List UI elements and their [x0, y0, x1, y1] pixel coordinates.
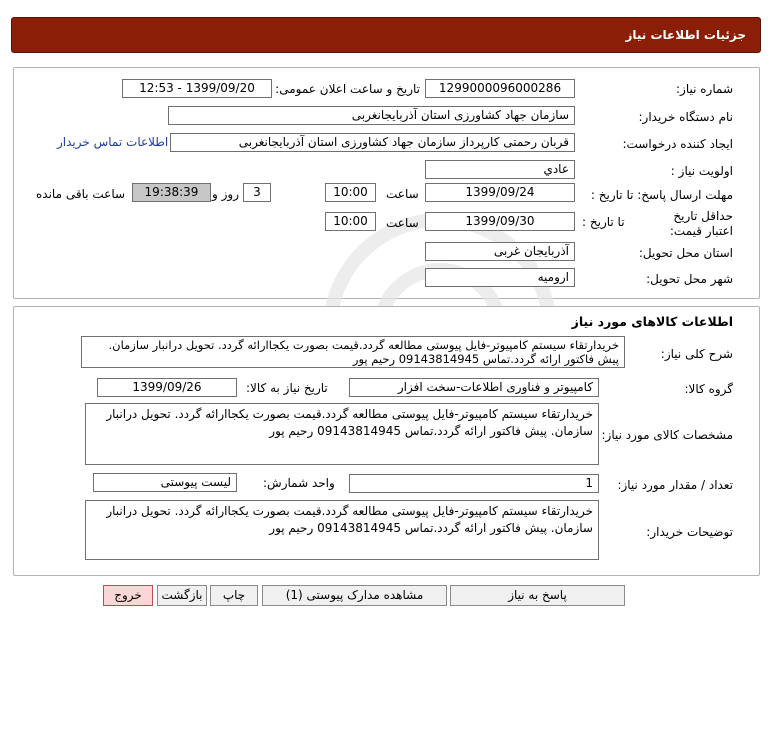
reply-to-need-button[interactable]: پاسخ به نیاز [450, 585, 625, 606]
announce-datetime-field: 1399/09/20 - 12:53 [122, 79, 272, 98]
reply-date-field: 1399/09/24 [425, 183, 575, 202]
reply-time-field: 10:00 [325, 183, 376, 202]
quantity-label: تعداد / مقدار مورد نیاز: [617, 478, 733, 492]
validity-date-field: 1399/09/30 [425, 212, 575, 231]
print-button[interactable]: چاپ [210, 585, 258, 606]
reply-time-label: ساعت [386, 187, 419, 201]
back-button[interactable]: بازگشت [157, 585, 207, 606]
announce-datetime-label: تاریخ و ساعت اعلان عمومی: [275, 82, 420, 96]
remaining-time-counter: 19:38:39 [132, 183, 211, 202]
exit-button[interactable]: خروج [103, 585, 153, 606]
goods-group-field: کامپیوتر و فناوری اطلاعات-سخت افزار [349, 378, 599, 397]
priority-field: عادي [425, 160, 575, 179]
need-date-field: 1399/09/26 [97, 378, 237, 397]
need-number-field: 1299000096000286 [425, 79, 575, 98]
requester-field: قربان رحمتی کارپرداز سازمان جهاد کشاورزی استان آذربایجانغربی [170, 133, 575, 152]
requester-label: ایجاد کننده درخواست: [622, 137, 733, 151]
page-title: جزئیات اطلاعات نیاز [625, 28, 746, 42]
city-label: شهر محل تحویل: [646, 272, 733, 286]
general-description-label: شرح کلی نیاز: [660, 347, 733, 361]
buyer-org-label: نام دستگاه خریدار: [638, 110, 733, 124]
province-label: استان محل تحویل: [638, 246, 733, 260]
specs-label: مشخصات کالای مورد نیاز: [601, 428, 733, 442]
price-validity-label: حداقل تاریخ اعتبار قیمت: [669, 209, 733, 238]
city-field: ارومیه [425, 268, 575, 287]
days-remaining-field: 3 [243, 183, 271, 202]
priority-label: اولویت نیاز : [670, 164, 733, 178]
reply-deadline-label: مهلت ارسال پاسخ: تا تاریخ : [590, 188, 733, 202]
quantity-field: 1 [349, 474, 599, 493]
page-header [11, 17, 761, 53]
buyer-contact-link[interactable]: اطلاعات تماس خریدار [57, 135, 169, 149]
buyer-notes-label: توضیحات خریدار: [646, 525, 733, 539]
goods-section-title: اطلاعات کالاهای مورد نیاز [571, 314, 733, 329]
unit-field: لیست پیوستی [93, 473, 237, 492]
validity-time-label: ساعت [386, 216, 419, 230]
validity-to-date-label: تا تاریخ : [582, 215, 625, 229]
days-label: روز و [212, 187, 239, 201]
view-attachments-button[interactable]: مشاهده مدارک پیوستی (1) [262, 585, 447, 606]
remaining-time-label: ساعت باقی مانده [36, 187, 126, 201]
buyer-org-field: سازمان جهاد کشاورزی استان آذربایجانغربی [168, 106, 575, 125]
validity-time-field: 10:00 [325, 212, 376, 231]
need-number-label: شماره نیاز: [676, 82, 733, 96]
goods-group-label: گروه کالا: [684, 382, 733, 396]
need-date-label: تاریخ نیاز به کالا: [246, 381, 328, 395]
province-field: آذربایجان غربی [425, 242, 575, 261]
unit-label: واحد شمارش: [263, 476, 335, 490]
buyer-notes-field: خریدارتقاء سیستم کامپیوتر-فایل پیوستی مطالعه گردد.قیمت بصورت یکجاارائه گردد. تحویل درانبار سازمان. پیش فاکتور ارائه گردد.تماس 09143814945 رحیم پور [85, 500, 599, 560]
specs-field: خریدارتقاء سیستم کامپیوتر-فایل پیوستی مطالعه گردد.قیمت بصورت یکجاارائه گردد. تحویل درانبار سازمان. پیش فاکتور ارائه گردد.تماس 09143814945 رحیم پور [85, 403, 599, 465]
general-description-field: خریدارتقاء سیستم کامپیوتر-فایل پیوستی مطالعه گردد.قیمت بصورت یکجاارائه گردد. تحویل درانبار سازمان. پیش فاکتور ارائه گردد.تماس 09143814945 رحیم پور [81, 336, 625, 368]
